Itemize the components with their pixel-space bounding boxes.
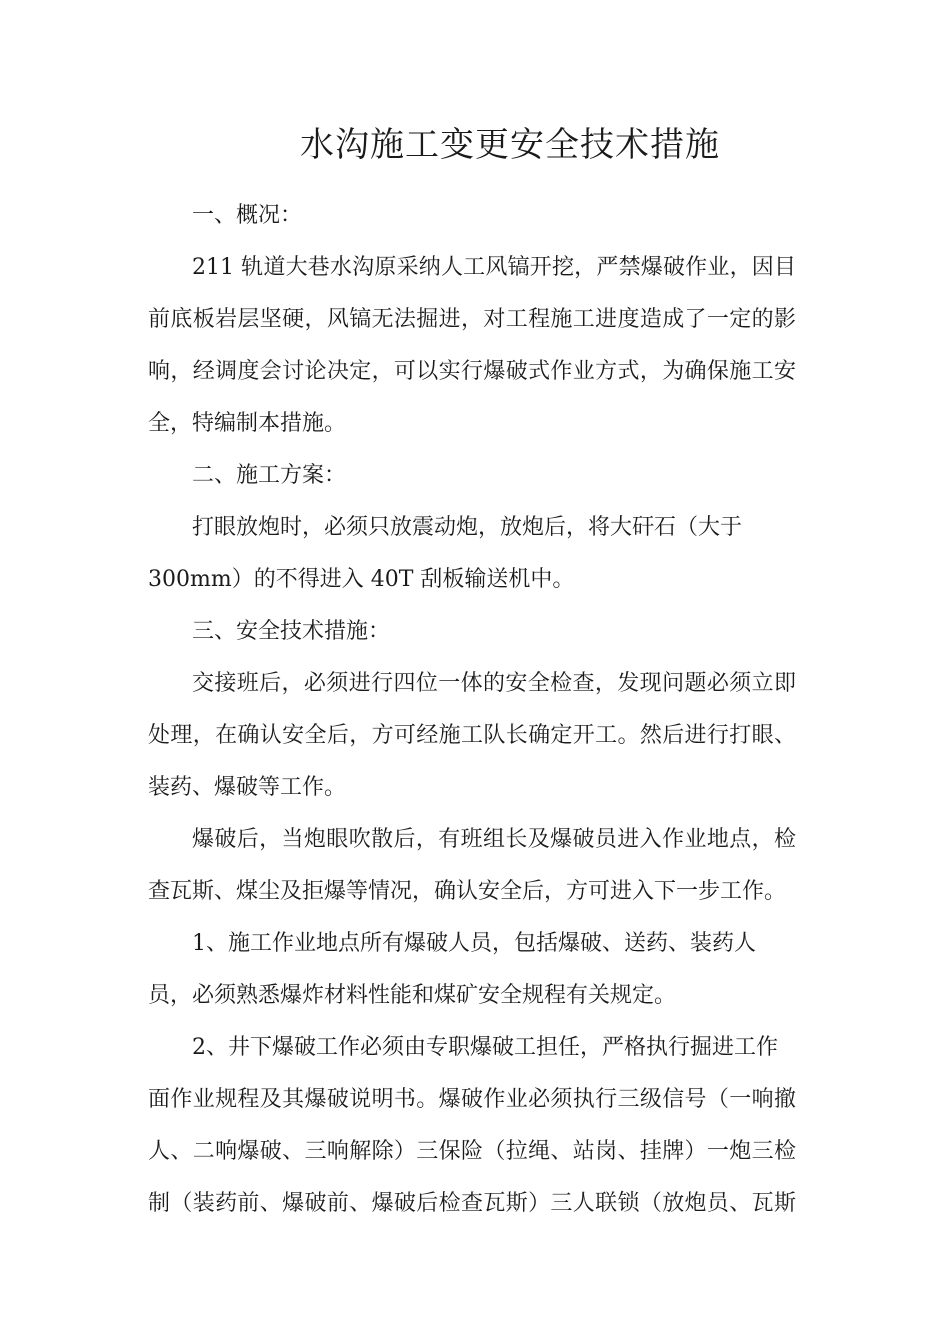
text-line: 面作业规程及其爆破说明书。爆破作业必须执行三级信号（一响撤	[148, 1087, 796, 1112]
text-line: 员，必须熟悉爆炸材料性能和煤矿安全规程有关规定。	[148, 983, 677, 1008]
text-line: 制（装药前、爆破前、爆破后检查瓦斯）三人联锁（放炮员、瓦斯	[148, 1191, 796, 1216]
text-line: 1、施工作业地点所有爆破人员，包括爆破、送药、装药人	[192, 931, 756, 956]
text-line: 全，特编制本措施。	[148, 411, 347, 436]
text-line: 交接班后，必须进行四位一体的安全检查，发现问题必须立即	[192, 671, 796, 696]
text-line: 处理，在确认安全后，方可经施工队长确定开工。然后进行打眼、	[148, 723, 796, 748]
text-line: 响，经调度会讨论决定，可以实行爆破式作业方式，为确保施工安	[148, 359, 796, 384]
text-line: 前底板岩层坚硬，风镐无法掘进，对工程施工进度造成了一定的影	[148, 307, 796, 332]
text-line: 人、二响爆破、三响解除）三保险（拉绳、站岗、挂牌）一炮三检	[148, 1139, 796, 1164]
document-body	[148, 190, 796, 1230]
text-line: 300mm）的不得进入 40T 刮板输送机中。	[148, 567, 575, 592]
text-line: 二、施工方案：	[192, 463, 347, 488]
text-line: 2、井下爆破工作必须由专职爆破工担任，严格执行掘进工作	[192, 1035, 778, 1060]
text-line: 爆破后，当炮眼吹散后，有班组长及爆破员进入作业地点，检	[192, 827, 796, 852]
document-title: 水沟施工变更安全技术措施	[300, 125, 720, 165]
text-line: 三、安全技术措施：	[192, 619, 391, 644]
text-line: 211 轨道大巷水沟原采纳人工风镐开挖，严禁爆破作业，因目	[192, 255, 796, 280]
text-line: 查瓦斯、煤尘及拒爆等情况，确认安全后，方可进入下一步工作。	[148, 879, 787, 904]
text-line: 装药、爆破等工作。	[148, 775, 347, 800]
text-line: 一、概况：	[192, 203, 303, 228]
text-line: 打眼放炮时，必须只放震动炮，放炮后，将大矸石（大于	[192, 515, 743, 540]
